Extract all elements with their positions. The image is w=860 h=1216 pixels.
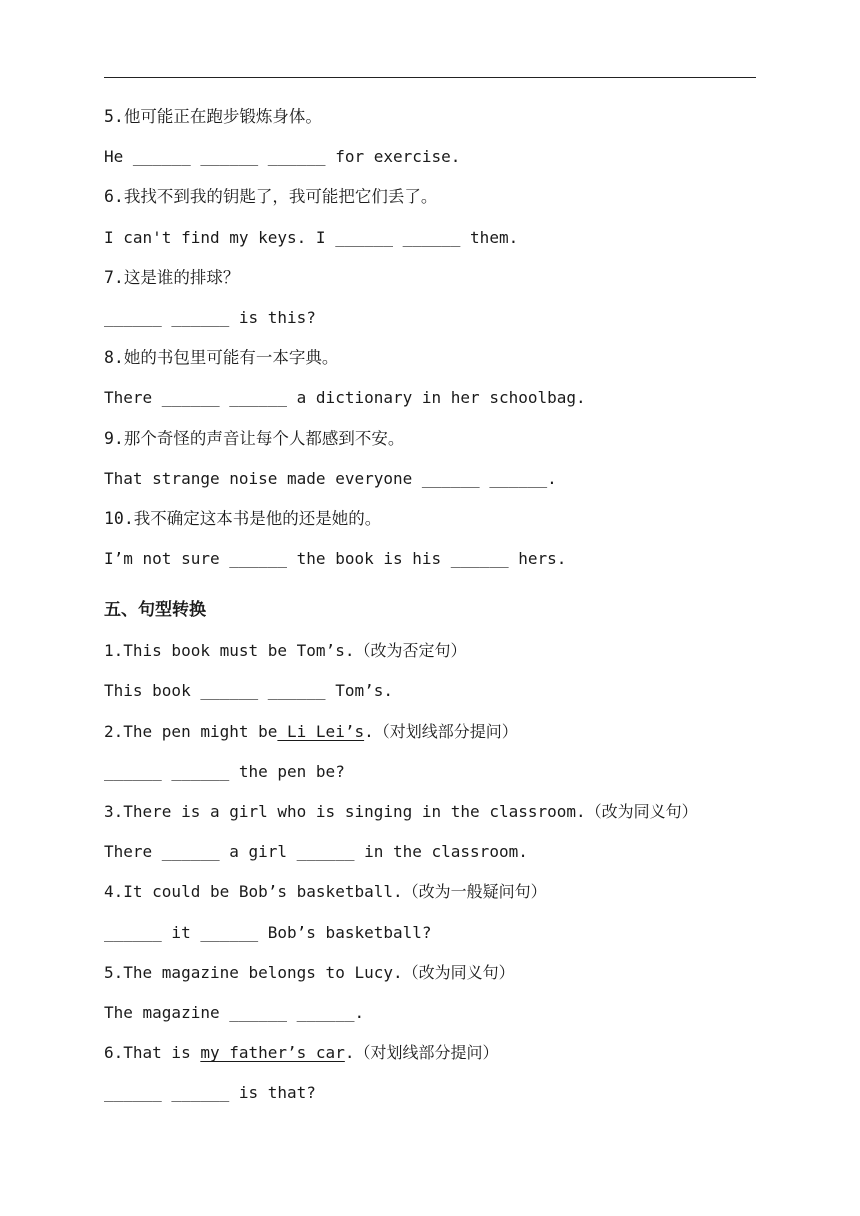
- transform-answer: This book ______ ______ Tom’s.: [104, 681, 393, 701]
- transform-answer: ______ it ______ Bob’s basketball?: [104, 922, 432, 942]
- item-9-en: That strange noise made everyone ______ ______.: [104, 468, 557, 488]
- item-6-cn: 6.我找不到我的钥匙了，我可能把它们丢了。: [104, 187, 438, 207]
- transform-question: [104, 717, 804, 757]
- item-10-cn: 10.我不确定这本书是他的还是她的。: [104, 508, 382, 528]
- item-6-en: I can't find my keys. I ______ ______ them.: [104, 227, 519, 247]
- transform-answer: ______ ______ the pen be?: [104, 761, 345, 781]
- question-text: 2.The pen might be: [104, 721, 278, 741]
- question-text: 5.The magazine belongs to Lucy.: [104, 962, 403, 982]
- transform-question: [104, 958, 804, 998]
- item-5-en: He ______ ______ ______ for exercise.: [104, 147, 461, 167]
- transform-question: [104, 797, 804, 837]
- transformation-items: [104, 636, 804, 1118]
- translation-items: [104, 102, 804, 584]
- instruction-note: （改为同义句）: [402, 962, 515, 982]
- section-title: 五、句型转换: [104, 600, 206, 621]
- instruction-note: （对划线部分提问）: [373, 721, 518, 741]
- worksheet-content: [104, 102, 804, 1119]
- item-8-en: There ______ ______ a dictionary in her schoolbag.: [104, 388, 586, 408]
- item-10-en: I’m not sure ______ the book is his ______ hers.: [104, 549, 567, 569]
- transform-answer: The magazine ______ ______.: [104, 1002, 365, 1022]
- instruction-note: （改为同义句）: [585, 802, 698, 821]
- instruction-note: （对划线部分提问）: [354, 1043, 499, 1063]
- underlined-part: my father’s car: [200, 1043, 345, 1063]
- instruction-note: （改为否定句）: [354, 641, 467, 661]
- transform-question: [104, 877, 804, 917]
- item-5-cn: 5.他可能正在跑步锻炼身体。: [104, 107, 322, 126]
- transform-question: [104, 636, 804, 676]
- header-rule: [104, 77, 756, 78]
- transform-answer: There ______ a girl ______ in the classroom.: [104, 842, 528, 862]
- transform-answer: ______ ______ is that?: [104, 1083, 316, 1103]
- item-9-cn: 9.那个奇怪的声音让每个人都感到不安。: [104, 428, 405, 448]
- item-8-cn: 8.她的书包里可能有一本字典。: [104, 348, 339, 368]
- instruction-note: （改为一般疑问句）: [402, 882, 547, 902]
- item-7-cn: 7.这是谁的排球？: [104, 267, 240, 287]
- question-text: 4.It could be Bob’s basketball.: [104, 882, 403, 902]
- item-7-en: ______ ______ is this?: [104, 307, 316, 327]
- question-text: 3.There is a girl who is singing in the classroom.: [104, 802, 586, 821]
- question-text: 6.That is: [104, 1043, 201, 1063]
- question-end: .: [364, 721, 374, 741]
- question-text: 1.This book must be Tom’s.: [104, 641, 355, 661]
- transform-question: [104, 1038, 804, 1078]
- question-end: .: [344, 1043, 355, 1063]
- underlined-part: Li Lei’s: [277, 721, 365, 741]
